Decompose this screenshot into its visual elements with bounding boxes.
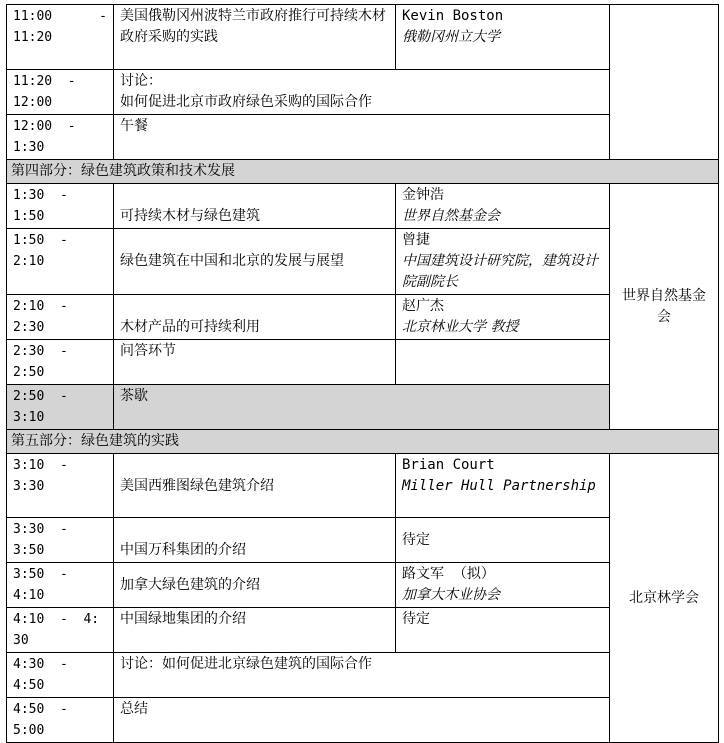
organizer-cell	[610, 5, 719, 160]
speaker-name: 路文军 （拟）	[402, 566, 495, 582]
topic-cell	[114, 454, 396, 518]
time-end: 2:50	[13, 365, 45, 380]
organizer-cell	[610, 454, 719, 743]
topic-text: 木材产品的可持续利用	[120, 319, 260, 335]
speaker-name: Brian Court	[402, 457, 495, 473]
organizer-name: 北京林学会	[629, 589, 699, 606]
speaker-cell	[396, 340, 610, 385]
time-end: 2:30	[13, 320, 45, 335]
speaker-cell	[396, 454, 610, 518]
speaker-cell	[396, 518, 610, 563]
speaker-name: 赵广杰	[402, 298, 444, 314]
time-cell	[7, 295, 114, 340]
time-end: 12:00	[13, 95, 53, 110]
topic-text: 中国万科集团的介绍	[120, 542, 246, 558]
time-start: 4:30 -	[13, 657, 68, 672]
time-cell	[7, 229, 114, 295]
time-cell	[7, 698, 114, 743]
time-end: 1:30	[13, 140, 45, 155]
time-end: 11:20	[13, 30, 53, 45]
speaker-cell	[396, 5, 610, 70]
time-end: 3:50	[13, 543, 45, 558]
time-end: 4:10	[13, 588, 45, 603]
organizer-name: 世界自然基金会	[622, 287, 706, 325]
topic-text: 可持续木材与绿色建筑	[120, 208, 260, 224]
topic-cell	[114, 115, 610, 160]
time-start: 2:10 -	[13, 299, 68, 314]
time-dash: -	[99, 9, 107, 24]
time-cell	[7, 518, 114, 563]
topic-label: 讨论：	[120, 73, 162, 89]
time-cell	[7, 563, 114, 608]
table-row	[7, 184, 719, 229]
time-end: 2:10	[13, 254, 45, 269]
time-start: 1:50 -	[13, 233, 68, 248]
speaker-cell	[396, 563, 610, 608]
time-end: 3:10	[13, 410, 45, 425]
speaker-affiliation: Miller Hull Partnership	[402, 478, 596, 494]
speaker-name: 曾捷	[402, 232, 430, 248]
topic-text: 如何促进北京市政府绿色采购的国际合作	[120, 94, 372, 110]
speaker-cell	[396, 295, 610, 340]
topic-text: 午餐	[120, 118, 148, 134]
time-start: 2:50 -	[13, 389, 68, 404]
topic-cell	[114, 563, 396, 608]
table-row	[7, 454, 719, 518]
time-end: 4:50	[13, 678, 45, 693]
topic-cell	[114, 229, 396, 295]
time-cell	[7, 653, 114, 698]
time-cell	[7, 608, 114, 653]
section-heading: 第五部分：绿色建筑的实践	[7, 430, 719, 454]
speaker-cell	[396, 184, 610, 229]
topic-cell	[114, 385, 610, 430]
topic-text: 美国俄勒冈州波特兰市政府推行可持续木材政府采购的实践	[120, 8, 386, 45]
time-cell	[7, 70, 114, 115]
time-start: 3:30 -	[13, 522, 68, 537]
time-cell	[7, 340, 114, 385]
time-start: 1:30 -	[13, 188, 68, 203]
topic-cell	[114, 653, 610, 698]
speaker-affiliation: 中国建筑设计研究院，建筑设计院副院长	[402, 253, 598, 290]
topic-text: 茶歇	[120, 388, 148, 404]
time-end: 3:30	[13, 479, 45, 494]
time-start: 11:00	[13, 9, 53, 24]
section-row	[7, 430, 719, 454]
topic-cell	[114, 70, 610, 115]
time-start: 3:50 -	[13, 567, 68, 582]
speaker-name: 待定	[402, 611, 430, 627]
time-cell	[7, 385, 114, 430]
speaker-cell	[396, 608, 610, 653]
section-row	[7, 160, 719, 184]
time-cell	[7, 115, 114, 160]
speaker-name: 待定	[402, 531, 430, 548]
time-cell	[7, 5, 114, 70]
speaker-name: 金钟浩	[402, 187, 444, 203]
time-start: 2:30 -	[13, 344, 68, 359]
topic-text: 讨论：如何促进北京绿色建筑的国际合作	[120, 656, 372, 672]
speaker-affiliation: 北京林业大学 教授	[402, 319, 519, 335]
topic-text: 美国西雅图绿色建筑介绍	[120, 478, 274, 494]
time-end: 1:50	[13, 209, 45, 224]
schedule-table	[6, 4, 719, 743]
time-cell	[7, 184, 114, 229]
topic-cell	[114, 184, 396, 229]
section-heading: 第四部分：绿色建筑政策和技术发展	[7, 160, 719, 184]
speaker-name: Kevin Boston	[402, 8, 504, 24]
time-start: 12:00 -	[13, 119, 76, 134]
topic-text: 问答环节	[120, 343, 176, 359]
time-end: 5:00	[13, 723, 45, 738]
time-start: 11:20 -	[13, 74, 76, 89]
time-start: 4:10 - 4:	[13, 612, 100, 627]
time-start: 4:50 -	[13, 702, 68, 717]
topic-cell	[114, 518, 396, 563]
table-row	[7, 5, 719, 70]
topic-text: 加拿大绿色建筑的介绍	[120, 576, 260, 593]
topic-cell	[114, 5, 396, 70]
topic-text: 绿色建筑在中国和北京的发展与展望	[120, 253, 344, 269]
speaker-cell	[396, 229, 610, 295]
time-start: 3:10 -	[13, 458, 68, 473]
topic-cell	[114, 340, 396, 385]
time-end: 30	[13, 633, 29, 648]
time-cell	[7, 454, 114, 518]
speaker-affiliation: 加拿大木业协会	[402, 587, 500, 603]
topic-text: 总结	[120, 701, 148, 717]
speaker-affiliation: 俄勒冈州立大学	[402, 29, 500, 45]
speaker-affiliation: 世界自然基金会	[402, 208, 500, 224]
topic-cell	[114, 608, 396, 653]
topic-cell	[114, 295, 396, 340]
topic-text: 中国绿地集团的介绍	[120, 611, 246, 627]
organizer-cell	[610, 184, 719, 430]
topic-cell	[114, 698, 610, 743]
